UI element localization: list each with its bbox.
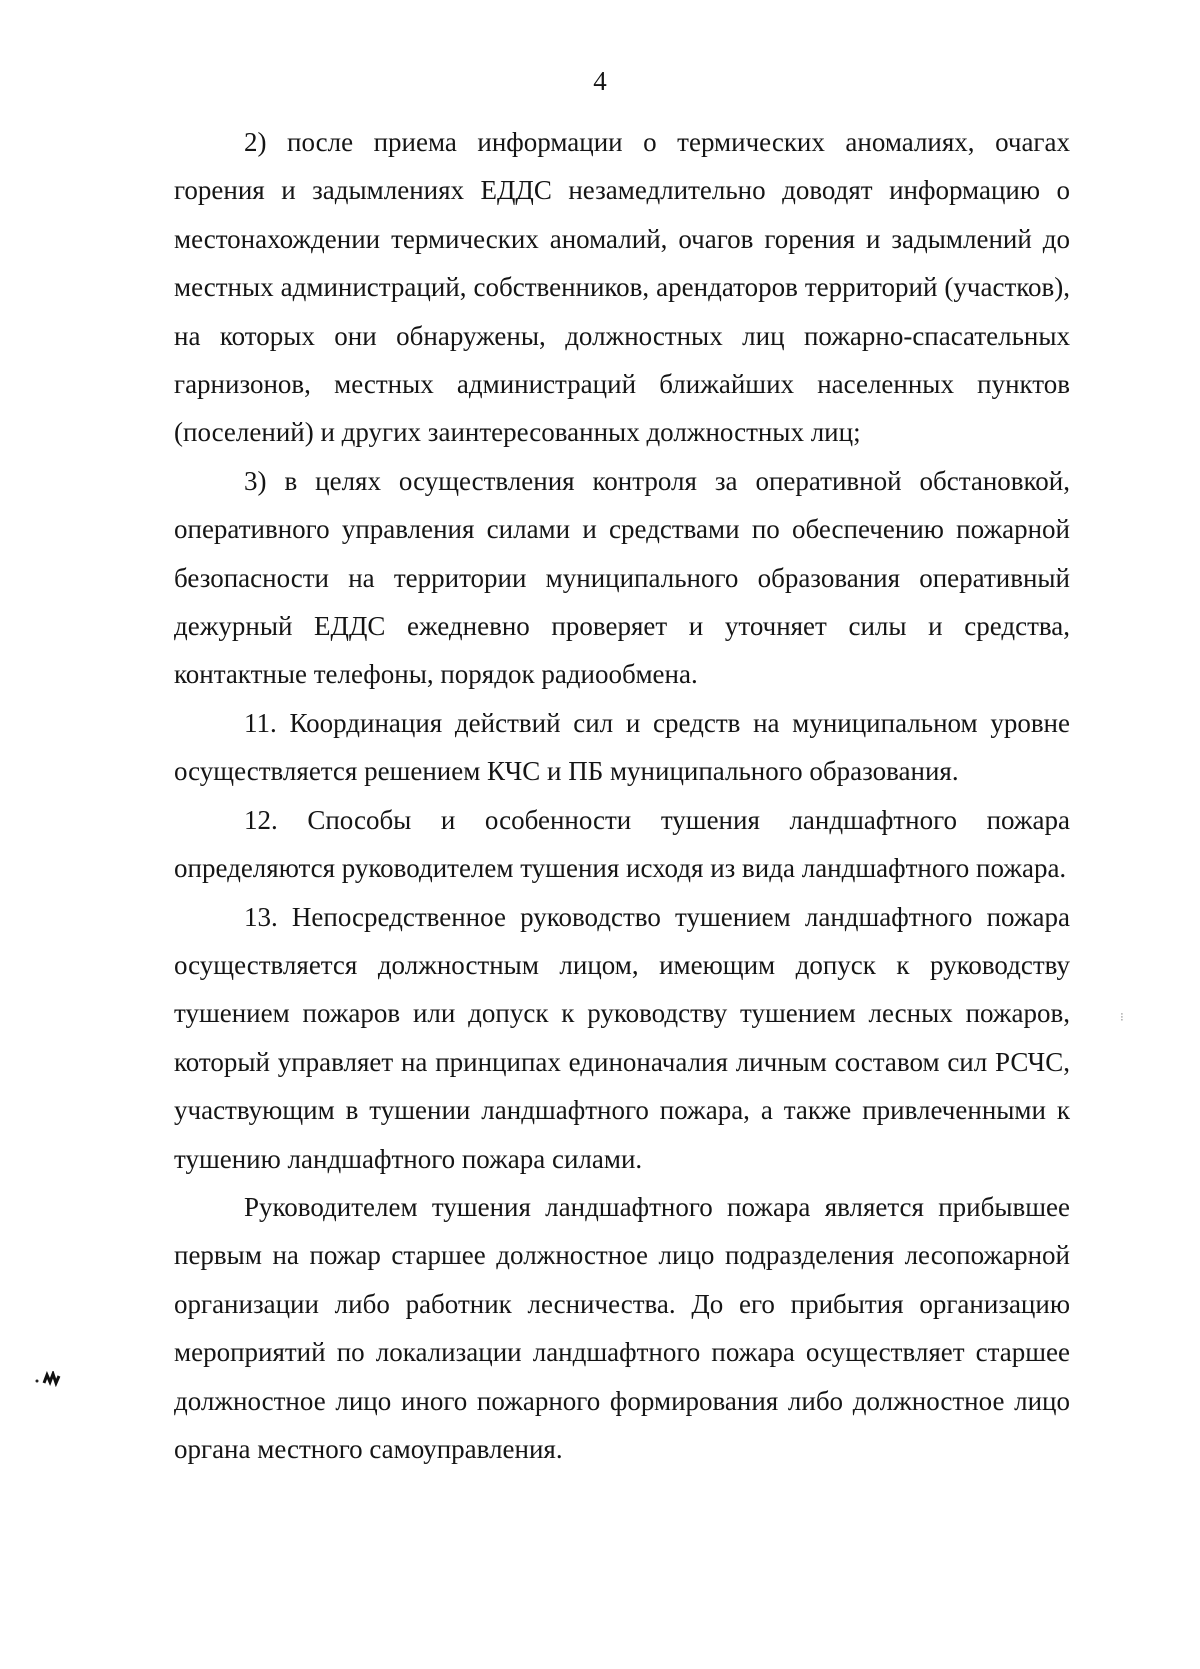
document-body	[174, 118, 1070, 1473]
paragraph-item-2: 2) после приема информации о термических аномалиях, очагах горения и задымлениях ЕДДС незамедлительно доводят информацию о местонахождении термических аномалий, очагов горения и задымлений до местных администраций, собственников, арендаторов территорий (участков), на которых они обнаружены, должностных лиц пожарно-спасательных гарнизонов, местных администраций ближайших населенных пунктов (поселений) и других заинтересованных должностных лиц;	[174, 127, 1070, 448]
scan-mark-icon: ⁝	[1120, 1010, 1124, 1024]
paragraph-fire-chief: Руководителем тушения ландшафтного пожара является прибывшее первым на пожар старшее должностное лицо подразделения лесопожарной организации либо работник лесничества. До его прибытия организацию мероприятий по локализации ландшафтного пожара осуществляет старшее должностное лицо иного пожарного формирования либо должностное лицо органа местного самоуправления.	[174, 1191, 1070, 1464]
page-number: 4	[593, 66, 607, 96]
paragraph-section-13: 13. Непосредственное руководство тушением ландшафтного пожара осуществляется должностным лицом, имеющим допуск к руководству тушением пожаров или допуск к руководству тушением лесных пожаров, который управляет на принципах единоначалия личным составом сил РСЧС, участвующим в тушении ландшафтного пожара, а также привлеченными к тушению ландшафтного пожара силами.	[174, 901, 1070, 1174]
scan-artifact-icon	[34, 1371, 64, 1391]
paragraph-item-3: 3) в целях осуществления контроля за оперативной обстановкой, оперативного управления силами и средствами по обеспечению пожарной безопасности на территории муниципального образования оперативный дежурный ЕДДС ежедневно проверяет и уточняет силы и средства, контактные телефоны, порядок радиообмена.	[174, 465, 1070, 690]
paragraph-section-12: 12. Способы и особенности тушения ландшафтного пожара определяются руководителем тушения исходя из вида ландшафтного пожара.	[174, 804, 1070, 884]
paragraph-section-11: 11. Координация действий сил и средств на муниципальном уровне осуществляется решением КЧС и ПБ муниципального образования.	[174, 707, 1070, 787]
